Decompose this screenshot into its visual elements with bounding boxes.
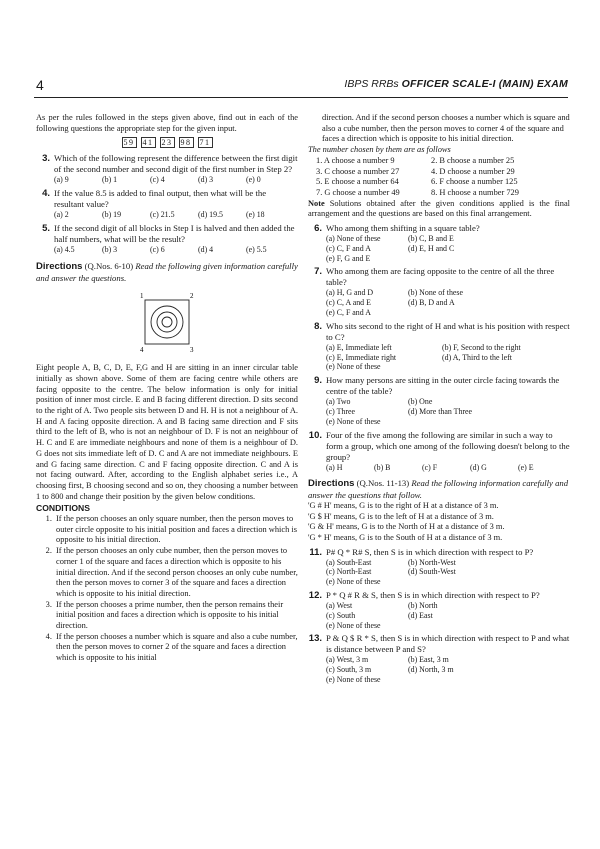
option: (b) 1	[102, 175, 118, 185]
option: (e) None of these	[326, 362, 381, 372]
option: (d) 3	[198, 175, 214, 185]
number-box: 71	[199, 138, 211, 148]
option: (e) None of these	[326, 620, 381, 630]
question-number: 12.	[308, 590, 322, 601]
directions-range: (Q.Nos. 11-13)	[354, 478, 412, 489]
option: (e) C, F and A	[326, 308, 371, 318]
symbol-definition: 'G # H' means, G is to the right of H at a distance of 3 m.	[308, 500, 499, 510]
question-text: If the second digit of all blocks in Step I is halved and then added the half numbers, what will be the result?	[54, 223, 295, 244]
question-10	[308, 430, 570, 463]
symbol-definition: 'G & H' means, G is to the North of H at a distance of 3 m.	[308, 522, 505, 532]
option: (a) West	[326, 601, 353, 610]
option: (d) North, 3 m	[408, 665, 454, 675]
note-label: Note	[308, 198, 325, 208]
question-8-options	[308, 343, 570, 372]
question-number: 13.	[308, 633, 322, 645]
question-6	[308, 223, 570, 234]
question-text: Four of the five among the following are similar in such a way to form a group, which one among of the following doesn't belong to the group?	[326, 429, 570, 462]
chosen-numbers	[308, 156, 570, 199]
option: (d) G	[470, 462, 487, 472]
option: (a) West, 3 m	[326, 655, 369, 665]
question-12	[308, 590, 570, 601]
chosen-item: 1. A choose a number 9	[316, 155, 395, 165]
question-text: Who among them shifting in a square table?	[326, 223, 480, 234]
note-text: Solutions obtained after the given conditions applied is the final arrangement and the questions are based on this final arrangement.	[308, 198, 570, 219]
note	[308, 199, 570, 220]
option: (b) East, 3 m	[408, 655, 449, 665]
question-number: 4.	[42, 188, 50, 200]
number-box: 41	[142, 138, 154, 148]
condition-item: 2. If the person chooses an only cube number, then the person moves to corner 1 of the square and faces a direction which is opposite to his initial direction. And if the second person chooses an only cube number, then the person moves to corner 3 of the square and faces a direction which is opposite to his initial direction.	[54, 546, 298, 600]
header-title-bold: OFFICER SCALE-I (MAIN) EXAM	[401, 78, 568, 90]
question-text: Which of the following represent the difference between the first digit of the second number and second digit of the first number in Step 2?	[54, 153, 298, 175]
directions-range: (Q.Nos. 6-10)	[82, 260, 136, 271]
question-9-options	[308, 397, 570, 426]
page-number: 4	[36, 77, 44, 93]
symbol-definition: 'G * H' means, G is to the South of H at a distance of 3 m.	[308, 532, 503, 542]
question-4	[36, 188, 298, 210]
question-text: P & Q $ R * S, then S is in which direction with respect to P and what is distance between P and S?	[326, 633, 570, 655]
intro-text: As per the rules followed in the steps given above, find out in each of the following questions the appropriate step for the given input.	[36, 113, 298, 133]
question-number: 6.	[314, 223, 322, 235]
question-6-options	[308, 234, 570, 263]
option: (e) F, G and E	[326, 253, 371, 263]
question-5-options	[36, 245, 298, 255]
chosen-item: 6. F choose a number 125	[431, 177, 518, 187]
corner-label-2: 2	[190, 292, 194, 301]
option: (c) E, Immediate right	[326, 352, 397, 362]
option: (e) 18	[246, 210, 265, 220]
option: (c) South, 3 m	[326, 665, 372, 675]
option: (e) None of these	[326, 577, 381, 587]
option: (a) 2	[54, 210, 69, 220]
corner-label-1: 1	[140, 292, 144, 301]
question-11	[308, 547, 570, 558]
option: (c) North-East	[326, 567, 372, 577]
square-circles-figure	[132, 287, 202, 357]
directions-text: Read the following given information carefully and answer the questions.	[36, 260, 298, 283]
directions-text: Read the following information carefully and answer the questions that follow.	[308, 478, 569, 501]
question-number: 10.	[308, 429, 322, 441]
condition-item: 3. If the person chooses a prime number, then the person remains their initial position and faces a direction which is opposite to his initial direction.	[54, 600, 298, 632]
seating-diagram	[132, 287, 202, 357]
question-5	[36, 223, 298, 245]
option: (e) E	[518, 462, 534, 472]
option: (d) East	[408, 610, 433, 620]
directions-11-13	[308, 478, 570, 500]
option: (a) South-East	[326, 557, 372, 567]
number-box: 98	[180, 138, 192, 148]
option: (e) None of these	[326, 416, 381, 426]
symbol-definition: 'G $ H' means, G is to the left of H at a distance of 3 m.	[308, 511, 494, 521]
right-column	[308, 113, 570, 685]
directions-label: Directions	[36, 260, 83, 272]
option: (b) 19	[102, 210, 122, 220]
option: (c) 21.5	[150, 210, 175, 220]
chosen-heading: The number chosen by them are as follows	[308, 145, 451, 155]
option: (b) B	[374, 462, 391, 472]
question-number: 3.	[42, 153, 50, 165]
question-10-options	[308, 463, 570, 473]
seating-passage: Eight people A, B, C, D, E, F,G and H are sitting in an inner circular table initially as shown above. Some of them are facing centre while others are facing opposite to the centre. The below information is only for initial position of inner most circle. E and B facing different direction. D sits second to the right of A. Two people sits between D and H. H is not a neighbour of A. H and A facing opposite direction. A and B facing same direction and F sits third to the left of B, who is not an neighbour of D. F is not an neighbour of H. C and E are immediate neighbours and none of them is a neighbour of D. G does not sits immediate left of D. C and A are not immediate neighbours. E and G facing same direction. C and F facing opposite direction. C and A is not facing outward. After, according to the English alphabet series i.e., A choosing first, B choosing second and so on, they choosing a number between 1 to 800 and change their position by the given below conditions.	[36, 363, 298, 501]
option: (d) More than Three	[408, 407, 473, 416]
option: (a) E, Immediate left	[326, 342, 392, 352]
option: (d) A, Third to the left	[442, 352, 512, 362]
option: (b) 3	[102, 245, 118, 254]
question-number: 11.	[309, 546, 322, 558]
directions-label: Directions	[308, 478, 355, 490]
corner-label-4: 4	[140, 346, 144, 355]
chosen-item: 5. E choose a number 64	[316, 177, 399, 187]
number-boxes	[36, 137, 298, 148]
option: (e) None of these	[326, 674, 381, 684]
option: (c) C, F and A	[326, 243, 371, 253]
chosen-item: 7. G choose a number 49	[316, 187, 400, 197]
option: (a) H	[326, 462, 343, 472]
question-number: 5.	[42, 223, 50, 234]
option: (a) Two	[326, 397, 351, 407]
option: (d) 19.5	[198, 210, 223, 220]
question-9	[308, 375, 570, 397]
question-3	[36, 153, 298, 175]
question-text: How many persons are sitting in the outer circle facing towards the centre of the table?	[326, 375, 560, 397]
option: (d) 4	[198, 245, 214, 254]
question-text: P# Q * R# S, then S is in which direction with respect to P?	[326, 546, 534, 557]
question-text: Who among them are facing opposite to the centre of all the three table?	[326, 266, 555, 288]
question-3-options	[36, 175, 298, 185]
question-number: 8.	[314, 320, 322, 332]
option: (b) North-West	[408, 557, 456, 567]
question-12-options	[308, 601, 570, 630]
question-7	[308, 266, 570, 288]
condition-4-continued: direction. And if the second person chooses a number which is square and also a cube number, then the person moves to corner 4 of the square and faces a direction which is opposite to his initial direction.	[322, 113, 570, 144]
corner-label-3: 3	[190, 346, 194, 355]
option: (a) None of these	[326, 234, 381, 244]
option: (e) 0	[246, 175, 261, 185]
question-4-options	[36, 210, 298, 220]
option: (c) Three	[326, 407, 355, 416]
left-column	[36, 113, 298, 664]
chosen-item: 8. H choose a number 729	[431, 187, 519, 197]
option: (c) South	[326, 610, 356, 620]
question-text: Who sits second to the right of H and what is his position with respect to C?	[326, 320, 570, 342]
question-number: 9.	[314, 375, 322, 387]
condition-item: 4. If the person chooses a number which is square and also a cube number, then the person moves to corner 2 of the square and faces a direction which is opposite to his initial	[54, 632, 298, 664]
running-header	[344, 78, 568, 90]
option: (b) F, Second to the right	[442, 342, 521, 352]
question-8	[308, 321, 570, 343]
option: (a) 9	[54, 175, 69, 185]
option: (c) F	[422, 462, 438, 472]
option: (b) C, B and E	[408, 234, 454, 244]
header-prefix: IBPS RRBs	[344, 78, 399, 90]
option: (b) None of these	[408, 288, 463, 298]
option: (d) E, H and C	[408, 243, 455, 253]
chosen-item: 3. C choose a number 27	[316, 166, 400, 176]
question-text: P * Q # R & S, then S is in which direction with respect to P?	[326, 590, 540, 600]
directions-6-10	[36, 261, 298, 283]
conditions-list	[36, 514, 298, 664]
option: (e) 5.5	[246, 245, 267, 254]
question-7-options	[308, 288, 570, 317]
option: (d) South-West	[408, 567, 456, 577]
question-text: If the value 8.5 is added to final output, then what will be the resultant value?	[54, 188, 267, 210]
number-box: 59	[123, 138, 135, 148]
option: (d) B, D and A	[408, 298, 455, 308]
chosen-item: 4. D choose a number 29	[431, 166, 515, 176]
option: (c) 4	[150, 175, 165, 185]
option: (b) One	[408, 397, 433, 407]
option: (a) H, G and D	[326, 288, 374, 298]
option: (c) C, A and E	[326, 298, 371, 308]
chosen-item: 2. B choose a number 25	[431, 155, 515, 165]
question-11-options	[308, 558, 570, 587]
option: (a) 4.5	[54, 245, 75, 254]
option: (c) 6	[150, 245, 165, 254]
question-13-options	[308, 655, 570, 684]
header-rule	[34, 97, 568, 98]
condition-item: 1. If the person chooses an only square number, then the person moves to outer circle opposite to his initial position and faces a direction which is opposite to his initial direction.	[54, 514, 298, 546]
conditions-heading: CONDITIONS	[36, 503, 90, 514]
question-number: 7.	[314, 266, 322, 278]
option: (b) North	[408, 601, 438, 610]
number-box: 23	[161, 138, 173, 148]
question-13	[308, 633, 570, 655]
